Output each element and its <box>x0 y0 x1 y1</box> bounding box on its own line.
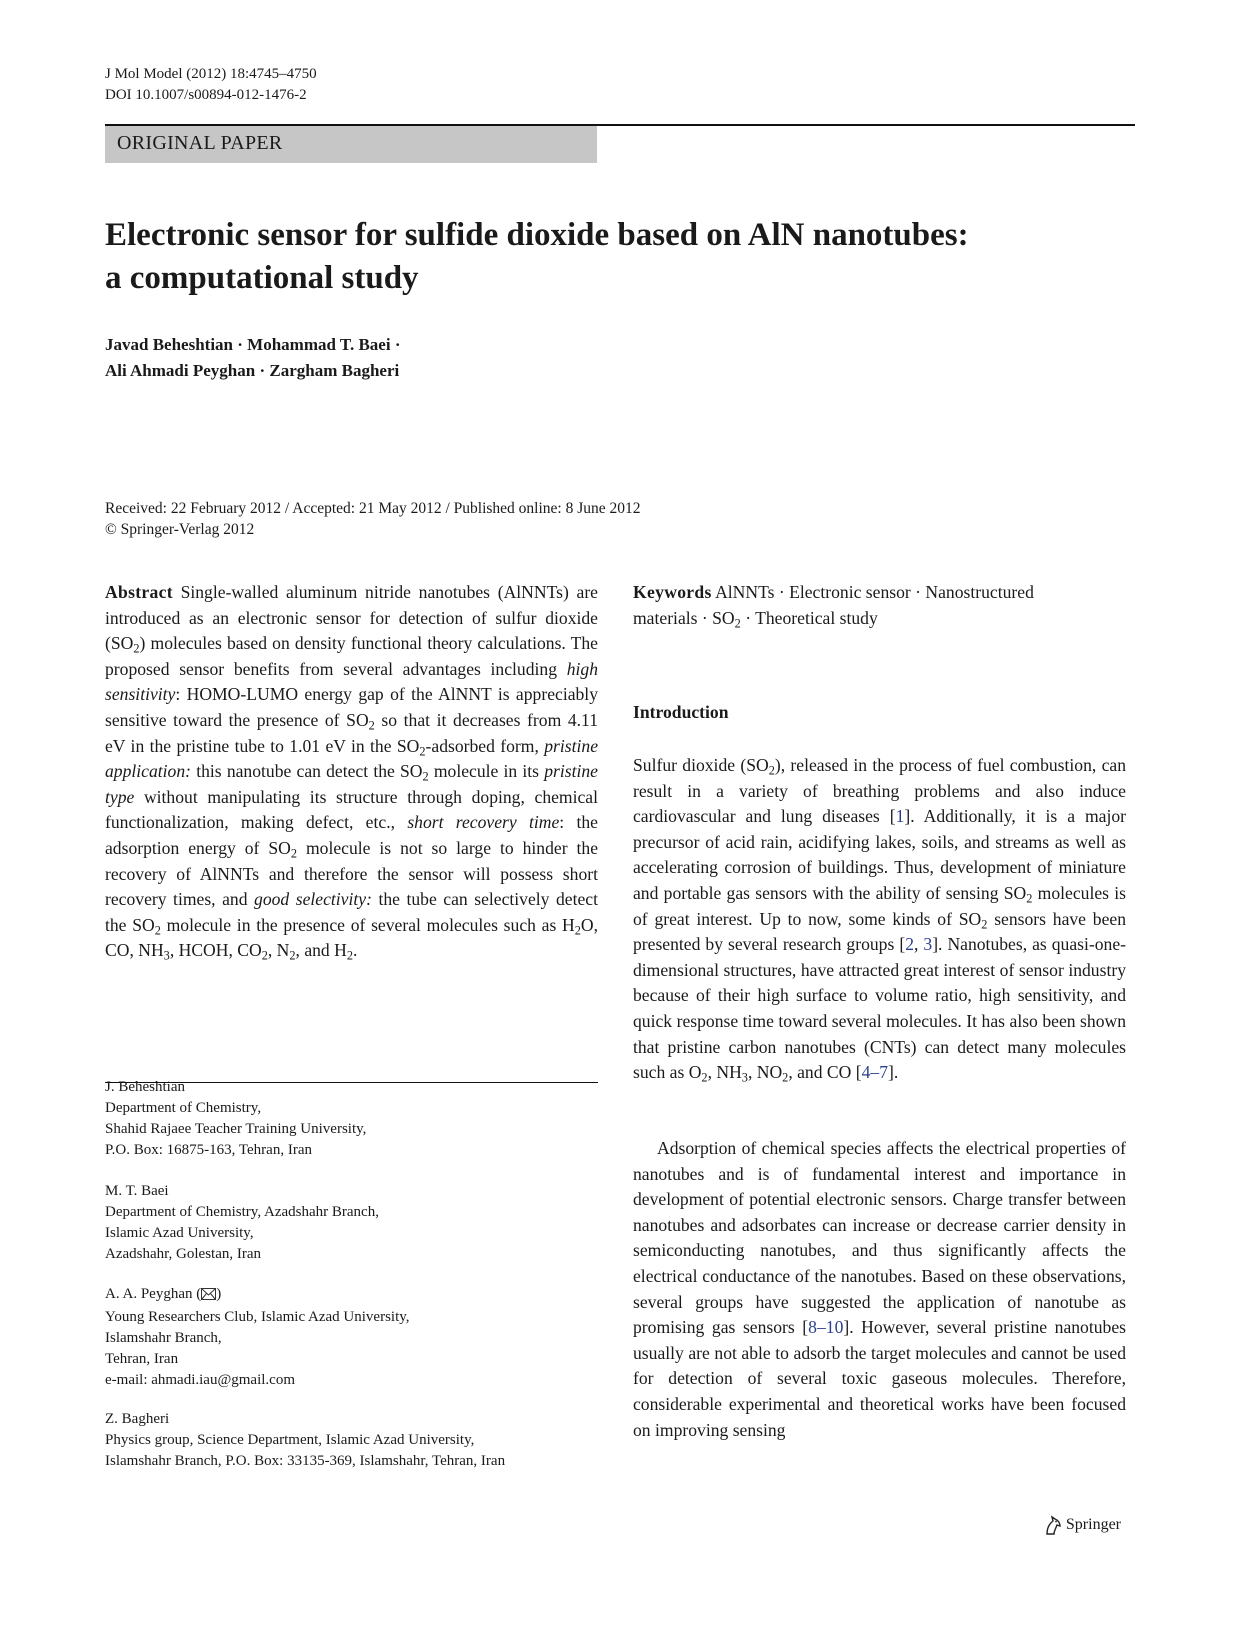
title-line-2: a computational study <box>105 260 419 296</box>
affiliation-name: M. T. Baei <box>105 1183 169 1199</box>
citation-link[interactable]: 2 <box>905 934 914 955</box>
abstract-sensitivity: high sensitivity <box>105 658 598 705</box>
citation-link[interactable]: 8–10 <box>808 1317 844 1338</box>
title-line-1: Electronic sensor for sulfide dioxide based on AlN nanotubes: <box>105 217 969 253</box>
keywords-label: Keywords <box>633 582 712 602</box>
authors-line-1: Javad Beheshtian · Mohammad T. Baei · <box>105 335 401 354</box>
affiliation-name: J. Beheshtian <box>105 1079 185 1095</box>
introduction-heading: Introduction <box>633 702 729 722</box>
envelope-icon <box>201 1286 216 1307</box>
abstract-pristine-application: pristine application: <box>105 735 599 782</box>
affiliation-line: Islamshahr Branch, P.O. Box: 33135-369, Islamshahr, Tehran, Iran <box>105 1453 506 1469</box>
section-label: ORIGINAL PAPER <box>117 132 283 154</box>
affiliation-name-row: A. A. Peyghan ( ) <box>105 1284 598 1307</box>
publication-history <box>105 498 641 540</box>
abstract-recovery: short recovery time <box>407 812 560 833</box>
history-dates: Received: 22 February 2012 / Accepted: 21 May 2012 / Published online: 8 June 2012 <box>105 500 641 517</box>
affiliation-line: P.O. Box: 16875-163, Tehran, Iran <box>105 1142 312 1158</box>
affiliation-baei <box>105 1181 598 1265</box>
abstract-label: Abstract <box>105 582 173 602</box>
citation-link[interactable]: 1 <box>895 806 905 827</box>
affiliation-line: Islamic Azad University, <box>105 1225 254 1241</box>
authors-line-2: Ali Ahmadi Peyghan · Zargham Bagheri <box>105 361 400 380</box>
affiliation-name: A. A. Peyghan <box>105 1286 193 1302</box>
keywords-text-2b: · Theoretical study <box>740 607 878 628</box>
email-link[interactable]: e-mail: ahmadi.iau@gmail.com <box>105 1372 296 1388</box>
affiliation-line: Islamshahr Branch, <box>105 1330 222 1346</box>
affiliation-bagheri <box>105 1409 598 1472</box>
publisher-logo <box>1044 1515 1121 1535</box>
doi-link[interactable]: DOI 10.1007/s00894-012-1476-2 <box>105 87 307 103</box>
abstract-pristine-type: pristine type <box>105 761 598 807</box>
keywords-text-2a: materials · SO <box>633 607 735 628</box>
abstract: Abstract Single-walled aluminum nitride nanotubes (AlNNTs) are introduced as an electronic sensor for detection of sulfur dioxide $(SO_2)$ molecules based on density functional theory calculations. The proposed sensor benefits from several advantages including high sensitivity: HOMO-LUMO energy gap of the AlNNT is appreciably sensitive toward the presence of $SO_2$ so that it decreases from 4.11 eV in the pristine tube to 1.01 eV in the $SO_2$-adsorbed form, pristine application: this nanotube can detect the $SO_2$ molecule in its pristine type without manipulating its structure through doping, chemical functionalization, making defect, etc., short recovery time: the adsorption energy of $SO_2$ molecule is not so large to hinder the recovery of AlNNTs and therefore the sensor will possess short recovery times, and good selectivity: the tube can selectively detect the $SO_2$ molecule in the presence of several molecules such as $H_2O$, CO, $NH_3$, HCOH, $CO_2$, $N_2$, and $H_2$. <box>105 582 599 963</box>
citation-link[interactable]: 3 <box>923 934 933 955</box>
keywords-text-1: AlNNTs · Electronic sensor · Nanostructured <box>715 582 1034 602</box>
author-list <box>105 332 805 384</box>
affiliation-line: Shahid Rajaee Teacher Training University, <box>105 1121 367 1137</box>
publisher-name: Springer <box>1065 1516 1121 1533</box>
journal-citation: J Mol Model (2012) 18:4745–4750 <box>105 66 317 82</box>
section-band <box>105 126 597 163</box>
introduction-paragraph-1: Sulfur dioxide $(SO_2)$, released in the process of fuel combustion, can result in a variety of breathing problems and also induce cardiovascular and lung diseases [1]. Additionally, it is a major precursor of acid rain, acidifying lakes, soils, and streams as well as accelerating corrosion of buildings. Thus, development of miniature and portable gas sensors with the ability of sensing $SO_2$ molecules is of great interest. Up to now, some kinds of $SO_2$ sensors have been presented by several research groups [2, 3]. Nanotubes, as quasi-one-dimensional structures, have attracted great interest of sensor industry because of their high surface to volume ratio, high sensitivity, and quick response time toward several molecules. It has also been shown that pristine carbon nanotubes (CNTs) can detect many molecules such as $O_2$, $NH_3$, $NO_2$, and CO [4–7]. <box>633 755 1127 1085</box>
affiliation-line: Young Researchers Club, Islamic Azad University, <box>105 1309 410 1325</box>
affiliation-name: Z. Bagheri <box>105 1411 170 1427</box>
affiliation-line: Tehran, Iran <box>105 1351 179 1367</box>
abstract-selectivity: good selectivity: <box>254 889 372 910</box>
affiliation-line: Physics group, Science Department, Islamic Azad University, <box>105 1432 475 1448</box>
article-title <box>105 214 1105 300</box>
introduction-paragraph-2: Adsorption of chemical species affects the electrical properties of nanotubes and is of fundamental interest and importance in development of potential electronic sensors. Charge transfer between nanotubes and adsorbates can increase or decrease carrier density in semiconducting nanotubes, and thus significantly affects the electrical conductance of the nanotubes. Based on these observations, several groups have suggested the application of nanotube as promising gas sensors [8–10]. However, several pristine nanotubes usually are not able to adsorb the target molecules and cannot be used for detection of several toxic gaseous molecules. Therefore, considerable experimental and theoretical works have been focused on improving sensing <box>633 1138 1126 1440</box>
affiliation-beheshtian <box>105 1077 598 1161</box>
affiliation-line: Department of Chemistry, Azadshahr Branch, <box>105 1204 379 1220</box>
citation-link[interactable]: 4–7 <box>861 1062 889 1083</box>
springer-horse-icon <box>1044 1515 1062 1535</box>
affiliation-peyghan <box>105 1284 598 1391</box>
copyright-notice: © Springer-Verlag 2012 <box>105 521 255 538</box>
affiliation-line: Azadshahr, Golestan, Iran <box>105 1246 262 1262</box>
affiliation-line: Department of Chemistry, <box>105 1100 262 1116</box>
keywords: Keywords AlNNTs · Electronic sensor · Nanostructured materials · $SO_2$ · Theoretical study <box>633 582 1034 631</box>
